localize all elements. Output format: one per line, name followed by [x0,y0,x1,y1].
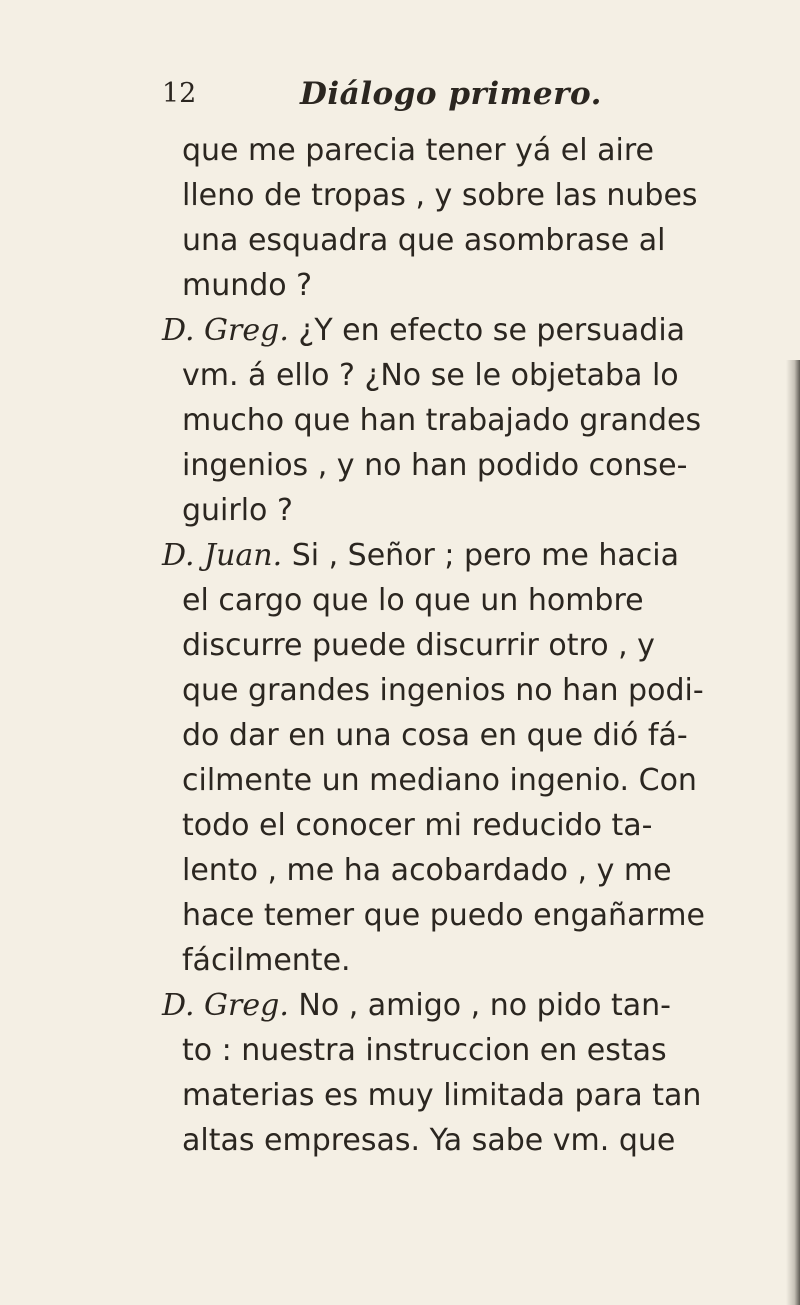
page-header [0,78,800,118]
text-line [162,533,679,579]
line-text: materias es muy limitada para tan [182,1078,702,1113]
speaker-label: D. Greg. [162,313,289,348]
line-text: ingenios , y no han podido conse- [182,448,688,483]
text-line [182,398,701,444]
text-line [182,128,654,174]
line-text: una esquadra que asombrase al [182,223,666,258]
line-text: to : nuestra instruccion en estas [182,1033,667,1068]
text-line [182,443,687,489]
line-text: hace temer que puedo engañarme [182,898,705,933]
line-text: altas empresas. Ya sabe vm. que [182,1123,676,1158]
text-line [162,983,671,1029]
line-text: lento , me ha acobardado , y me [182,853,672,888]
text-line [182,578,644,624]
text-line [182,1118,675,1164]
line-text: mundo ? [182,268,313,303]
text-line [182,353,679,399]
line-text: do dar en una cosa en que dió fá- [182,718,688,753]
line-text: vm. á ello ? ¿No se le objetaba lo [182,358,679,393]
line-text: que grandes ingenios no han podi- [182,673,704,708]
line-text: el cargo que lo que un hombre [182,583,644,618]
text-line [182,893,705,939]
text-line [182,668,704,714]
text-line [182,173,698,219]
line-text: ¿Y en efecto se persuadia [288,313,686,348]
text-line [182,1073,701,1119]
line-text: lleno de tropas , y sobre las nubes [182,178,698,213]
text-line [182,713,688,759]
line-text: fácilmente. [182,943,351,978]
page-edge-shadow [786,360,800,1305]
line-text: mucho que han trabajado grandes [182,403,702,438]
text-line [182,263,312,309]
running-title: Diálogo primero. [300,76,602,112]
text-line [182,623,655,669]
text-line [182,848,672,894]
line-text: discurre puede discurrir otro , y [182,628,655,663]
line-text: guirlo ? [182,493,293,528]
line-text: No , amigo , no pido tan- [288,988,671,1023]
text-line [182,218,666,264]
text-line [182,758,697,804]
line-text: que me parecia tener yá el aire [182,133,654,168]
text-line [182,938,351,984]
text-line [162,308,685,354]
text-line [182,803,652,849]
line-text: cilmente un mediano ingenio. Con [182,763,697,798]
page-number: 12 [162,78,197,109]
line-text: Si , Señor ; pero me hacia [282,538,679,573]
speaker-label: D. Juan. [162,538,283,573]
line-text: todo el conocer mi reducido ta- [182,808,653,843]
text-line [182,488,293,534]
speaker-label: D. Greg. [162,988,289,1023]
text-line [182,1028,667,1074]
